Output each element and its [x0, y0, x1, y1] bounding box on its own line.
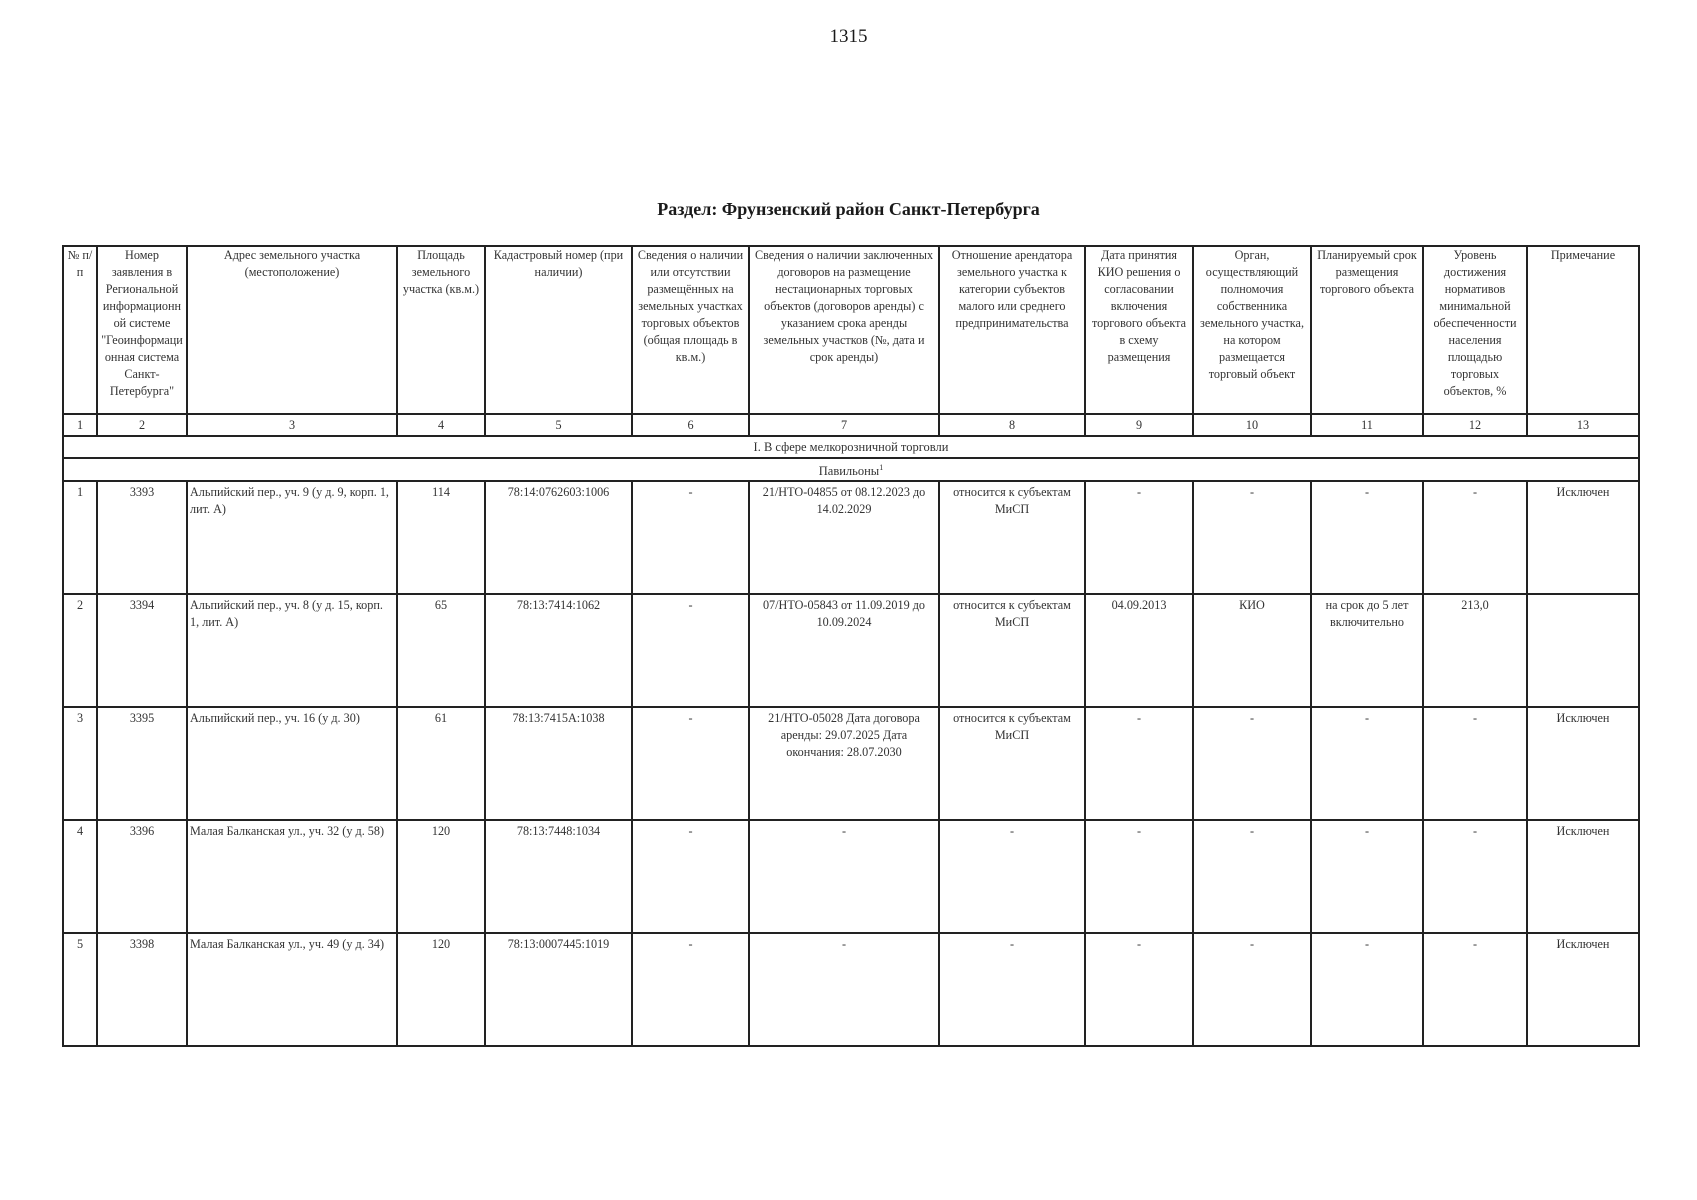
cell-note: Исключен: [1527, 707, 1639, 820]
cell-organ: КИО: [1193, 594, 1311, 707]
cell-area: 120: [397, 820, 485, 933]
cell-msp: относится к субъектам МиСП: [939, 481, 1085, 594]
subsection-band-row: [63, 458, 1639, 481]
cell-contract: -: [749, 820, 939, 933]
cell-cadastral: 78:13:7414:1062: [485, 594, 632, 707]
cell-contract: -: [749, 933, 939, 1046]
cell-objects: -: [632, 594, 749, 707]
cell-level: -: [1423, 933, 1527, 1046]
cell-cadastral: 78:14:0762603:1006: [485, 481, 632, 594]
cell-app: 3396: [97, 820, 187, 933]
header-cell: Уровень достижения нормативов минимальной обеспеченности населения площадью торговых объектов, %: [1423, 246, 1527, 414]
column-number: 13: [1527, 414, 1639, 436]
column-number: 10: [1193, 414, 1311, 436]
cell-address: Малая Балканская ул., уч. 49 (у д. 34): [187, 933, 397, 1046]
cell-level: -: [1423, 820, 1527, 933]
column-number: 5: [485, 414, 632, 436]
header-row: [63, 246, 1639, 414]
cell-area: 120: [397, 933, 485, 1046]
column-number: 1: [63, 414, 97, 436]
cell-msp: -: [939, 933, 1085, 1046]
section-band-row: [63, 436, 1639, 458]
cell-term: -: [1311, 707, 1423, 820]
cell-term: -: [1311, 820, 1423, 933]
cell-objects: -: [632, 820, 749, 933]
footnote-marker: 1: [879, 463, 884, 472]
cell-level: 213,0: [1423, 594, 1527, 707]
cell-date: -: [1085, 933, 1193, 1046]
column-number: 7: [749, 414, 939, 436]
cell-term: на срок до 5 лет включительно: [1311, 594, 1423, 707]
column-number: 3: [187, 414, 397, 436]
cell-msp: -: [939, 820, 1085, 933]
table-row: [63, 933, 1639, 1046]
column-number: 11: [1311, 414, 1423, 436]
cell-contract: 21/НТО-05028 Дата договора аренды: 29.07.2025 Дата окончания: 28.07.2030: [749, 707, 939, 820]
header-cell: Номер заявления в Региональной информационной системе "Геоинформационная система Санкт-Петербурга": [97, 246, 187, 414]
cell-organ: -: [1193, 707, 1311, 820]
cell-level: -: [1423, 481, 1527, 594]
cell-date: -: [1085, 481, 1193, 594]
cell-n: 5: [63, 933, 97, 1046]
cell-term: -: [1311, 933, 1423, 1046]
section-title: Раздел: Фрунзенский район Санкт-Петербурга: [657, 199, 1040, 219]
header-cell: Планируемый срок размещения торгового объекта: [1311, 246, 1423, 414]
cell-note: Исключен: [1527, 933, 1639, 1046]
header-cell: Сведения о наличии заключенных договоров на размещение нестационарных торговых объектов (договоров аренды) с указанием срока аренды земельных участков (№, дата и срок аренды): [749, 246, 939, 414]
header-cell: Примечание: [1527, 246, 1639, 414]
cell-note: Исключен: [1527, 481, 1639, 594]
cell-organ: -: [1193, 820, 1311, 933]
cell-area: 114: [397, 481, 485, 594]
cell-address: Альпийский пер., уч. 8 (у д. 15, корп. 1, лит. А): [187, 594, 397, 707]
cell-objects: -: [632, 933, 749, 1046]
cell-note: Исключен: [1527, 820, 1639, 933]
subsection-band: [63, 458, 1639, 481]
cell-msp: относится к субъектам МиСП: [939, 707, 1085, 820]
cell-note: [1527, 594, 1639, 707]
header-cell: Орган, осуществляющий полномочия собственника земельного участка, на котором размещается торговый объект: [1193, 246, 1311, 414]
cell-date: 04.09.2013: [1085, 594, 1193, 707]
cell-app: 3398: [97, 933, 187, 1046]
cell-msp: относится к субъектам МиСП: [939, 594, 1085, 707]
header-cell: Дата принятия КИО решения о согласовании включения торгового объекта в схему размещения: [1085, 246, 1193, 414]
cell-term: -: [1311, 481, 1423, 594]
header-cell: Сведения о наличии или отсутствии размещённых на земельных участках торговых объектов (общая площадь в кв.м.): [632, 246, 749, 414]
cell-n: 4: [63, 820, 97, 933]
cell-n: 3: [63, 707, 97, 820]
cell-cadastral: 78:13:0007445:1019: [485, 933, 632, 1046]
table-row: [63, 820, 1639, 933]
page-number: 1315: [829, 26, 868, 47]
table-row: [63, 594, 1639, 707]
column-number: 9: [1085, 414, 1193, 436]
subsection-label: Павильоны: [818, 464, 880, 479]
cell-area: 65: [397, 594, 485, 707]
cell-date: -: [1085, 820, 1193, 933]
header-cell: Отношение арендатора земельного участка к категории субъектов малого или среднего предпринимательства: [939, 246, 1085, 414]
header-cell: № п/п: [63, 246, 97, 414]
register-table: [62, 245, 1640, 1047]
column-number: 2: [97, 414, 187, 436]
section-band: I. В сфере мелкорозничной торговли: [63, 436, 1639, 458]
cell-level: -: [1423, 707, 1527, 820]
table-row: [63, 481, 1639, 594]
cell-contract: 07/НТО-05843 от 11.09.2019 до 10.09.2024: [749, 594, 939, 707]
cell-address: Малая Балканская ул., уч. 32 (у д. 58): [187, 820, 397, 933]
column-number: 6: [632, 414, 749, 436]
cell-n: 1: [63, 481, 97, 594]
table-row: [63, 707, 1639, 820]
cell-n: 2: [63, 594, 97, 707]
column-number: 8: [939, 414, 1085, 436]
cell-address: Альпийский пер., уч. 9 (у д. 9, корп. 1, лит. А): [187, 481, 397, 594]
cell-address: Альпийский пер., уч. 16 (у д. 30): [187, 707, 397, 820]
cell-organ: -: [1193, 481, 1311, 594]
header-cell: Площадь земельного участка (кв.м.): [397, 246, 485, 414]
cell-app: 3394: [97, 594, 187, 707]
cell-objects: -: [632, 707, 749, 820]
cell-date: -: [1085, 707, 1193, 820]
column-number-row: [63, 414, 1639, 436]
column-number: 4: [397, 414, 485, 436]
header-cell: Кадастровый номер (при наличии): [485, 246, 632, 414]
cell-cadastral: 78:13:7415А:1038: [485, 707, 632, 820]
cell-app: 3393: [97, 481, 187, 594]
cell-objects: -: [632, 481, 749, 594]
cell-cadastral: 78:13:7448:1034: [485, 820, 632, 933]
cell-contract: 21/НТО-04855 от 08.12.2023 до 14.02.2029: [749, 481, 939, 594]
column-number: 12: [1423, 414, 1527, 436]
cell-app: 3395: [97, 707, 187, 820]
header-cell: Адрес земельного участка (местоположение): [187, 246, 397, 414]
cell-area: 61: [397, 707, 485, 820]
cell-organ: -: [1193, 933, 1311, 1046]
